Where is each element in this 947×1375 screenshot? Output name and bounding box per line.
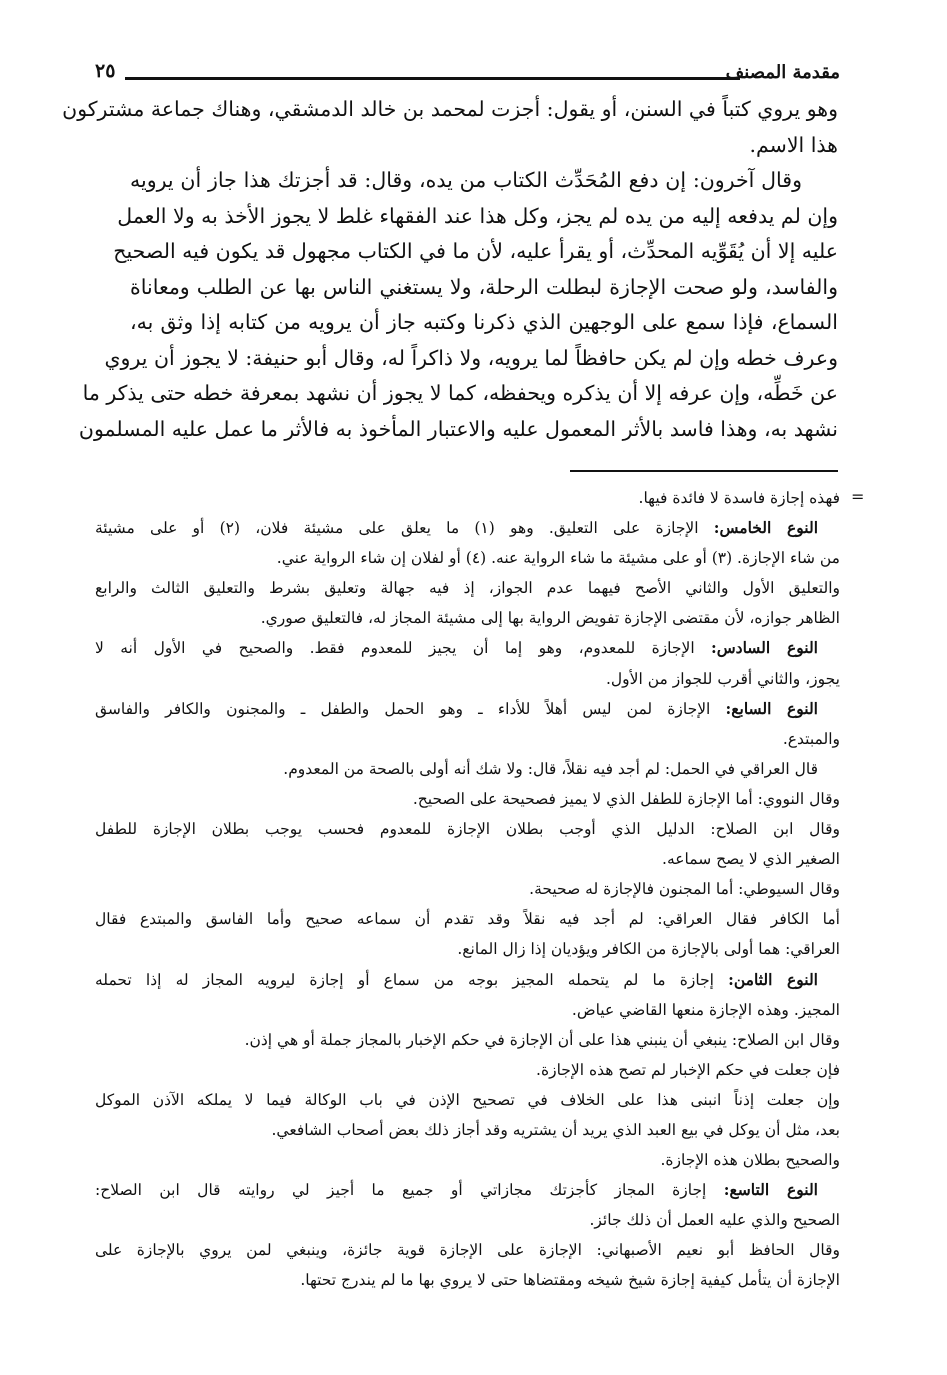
line-text: من شاء الإجازة. (٣) أو على مشيئة ما شاء الرواية عنه. (٤) أو لفلان إن شاء الرواية عني. — [276, 549, 840, 568]
text-line — [78, 412, 838, 448]
line-text: وإن لم يدفعه إليه من يده لم يجز، وكل هذا عند الفقهاء غلط لا يجوز الأخذ به ولا العمل — [117, 203, 838, 228]
footnote-line — [95, 904, 840, 934]
line-text: وقال ابن الصلاح: الدليل الذي أوجب بطلان الإجازة للمعدوم فحسب يوجب بطلان الإجازة للطفل — [95, 820, 840, 839]
line-text: والصحيح بطلان هذه الإجازة. — [660, 1151, 840, 1170]
footnote-line — [95, 573, 840, 603]
line-text: وقال النووي: أما الإجازة للطفل الذي لا يميز فصحيحة على الصحيح. — [412, 789, 840, 808]
line-text: عليه إلا أن يُقَوِّيه المحدِّث، أو يقرأ عليه، لأن ما في الكتاب مجهول قد يكون فيه الصحيح — [113, 239, 838, 263]
main-text — [62, 92, 838, 447]
line-text: وقال الحافظ أبو نعيم الأصبهاني: الإجازة على الإجازة قوية جائزة، وينبغي لمن يروي بالإجازة على — [95, 1241, 840, 1260]
line-text: عن خَطِّه، وإن عرفه إلا أن يذكره ويحفظه، كما لا يجوز أن نشهد بمعرفة خطه حتى يذكر ما — [82, 381, 838, 405]
text-line — [130, 305, 838, 341]
footnote-line — [95, 1025, 840, 1055]
line-text: وقال السيوطي: أما المجنون فالإجازة له صحيحة. — [529, 880, 840, 899]
running-title: مقدمة المصنف — [725, 62, 840, 83]
footnote-line — [95, 1115, 840, 1145]
footnote-line — [95, 784, 840, 814]
footnote-line — [95, 603, 840, 633]
footnote-line — [95, 874, 840, 904]
section-heading: النوع السادس: — [711, 638, 818, 658]
line-text: العراقي: هما أولى بالإجازة من الكافر ويؤديان إذا زال المانع. — [457, 940, 840, 959]
footnote-line — [95, 1055, 840, 1085]
section-heading: النوع التاسع: — [723, 1180, 818, 1200]
line-text: وعرف خطه وإن لم يكن حافظاً لما يرويه، ولا ذاكراً له، وقال أبو حنيفة: لا يجوز أن يروي — [104, 345, 838, 370]
footnote-line — [95, 844, 840, 874]
footnote-continuation-mark: = — [851, 487, 865, 506]
footnote-line — [95, 724, 840, 754]
footnote-line — [95, 1085, 840, 1115]
footnote-line — [95, 483, 840, 513]
text-line — [82, 376, 838, 412]
footnote-line — [95, 754, 840, 784]
line-text: هذا الاسم. — [749, 132, 838, 157]
text-line — [130, 128, 838, 164]
line-text: والفاسد، ولو صحت الإجازة لبطلت الرحلة، ولا يستغني الناس بها عن الطلب ومعاناة — [130, 274, 838, 299]
page-header — [95, 60, 840, 90]
footnote-line — [95, 934, 840, 964]
text-line — [113, 234, 838, 270]
page-number: ٢٥ — [95, 60, 116, 82]
footnote-line — [95, 965, 840, 995]
footnote-line — [95, 543, 840, 573]
footnote-separator — [570, 470, 838, 472]
section-heading: النوع السابع: — [725, 698, 818, 718]
line-text: الإجازة للمعدوم، وهو إما أن يجيز للمعدوم فقط. والصحيح في الأول أنه لا — [95, 639, 712, 658]
text-line — [62, 92, 838, 128]
line-text: قال العراقي في الحمل: لم أجد فيه نقلاً، قال: ولا شك أنه أولى بالصحة من المعدوم. — [283, 759, 818, 778]
line-text: فهذه إجازة فاسدة لا فائدة فيها. — [638, 489, 840, 507]
line-text: وإن جعلت إذناً انبنى هذا على الخلاف في تصحيح الإذن في باب الوكالة فيما لا يملكه الآذن الموكل — [95, 1090, 840, 1109]
footnote-line — [95, 995, 840, 1025]
line-text: وقال ابن الصلاح: ينبغي أن ينبني هذا على أن الإجازة في حكم الإخبار بالمجاز جملة أو هي إذن. — [244, 1030, 840, 1049]
text-line — [117, 199, 838, 235]
line-text: الصحيح والذي عليه العمل أن ذلك جائز. — [589, 1211, 840, 1230]
section-heading: النوع الخامس: — [713, 518, 818, 538]
footnote-line — [95, 633, 840, 663]
line-text: الظاهر جوازه، لأن مقتضى الإجازة تفويض الرواية بها إلى مشيئة المجاز له، فالتعليق صوري. — [260, 609, 840, 628]
footnote-line — [95, 1145, 840, 1175]
footnote-line — [95, 1235, 840, 1265]
footnote-line — [95, 814, 840, 844]
line-text: نشهد به، وهذا فاسد بالأثر المعمول عليه والاعتبار المأخوذ به فالأثر ما عمل عليه المسلمون — [78, 416, 838, 441]
text-line — [130, 163, 838, 199]
line-text: الإجازة على التعليق. وهو (١) ما يعلق على مشيئة فلان، (٢) أو على مشيئة — [95, 519, 714, 538]
footnote-line — [95, 513, 840, 543]
line-text: فإن جعلت في حكم الإخبار لم تصح هذه الإجازة. — [536, 1060, 840, 1079]
footnote-line — [95, 1175, 840, 1205]
line-text: أما الكافر فقال العراقي: لم أجد فيه نقلاً وقد تقدم أن سماعه صحيح وأما الفاسق والمبتدع فقال — [95, 910, 840, 929]
footnote-line — [95, 1265, 840, 1295]
line-text: الصغير الذي لا يصح سماعه. — [662, 850, 840, 869]
line-text: والمبتدع. — [782, 729, 840, 748]
header-rule — [125, 77, 740, 80]
section-heading: النوع الثامن: — [728, 969, 818, 989]
line-text: السماع، فإذا سمع على الوجهين الذي ذكرنا وكتبه جاز أن يرويه من كتابه إذا وثق به، — [130, 310, 838, 334]
line-text: والتعليق الأول والثاني الأصح فيهما عدم الجواز، إذ فيه جهالة وتعليق بشرط والتعليق الثالث والرابع — [95, 579, 840, 598]
line-text: يجوز، والثاني أقرب للجواز من الأول. — [605, 669, 840, 688]
line-text: بعد، مثل أن يوكل في بيع العبد الذي يريد أن يشتريه وقد أجاز ذلك بعض أصحاب الشافعي. — [271, 1120, 840, 1139]
footnote-line — [95, 694, 840, 724]
line-text: الإجازة لمن ليس أهلاً للأداء ـ وهو الحمل والطفل ـ والمجنون والكافر والفاسق — [95, 699, 726, 718]
line-text: وقال آخرون: إن دفع المُحَدِّث الكتاب من يده، وقال: قد أجزتك هذا جاز أن يرويه — [130, 168, 802, 192]
line-text: إجازة ما لم يتحمله المجيز بوجه من سماع أو إجازة ليرويه المجاز له إذا تحمله — [95, 970, 729, 989]
line-text: المجيز. وهذه الإجازة منعها القاضي عياض. — [571, 1000, 840, 1019]
line-text: الإجازة أن يتأمل كيفية إجازة شيخ شيخه ومقتضاها حتى لا يروي بها ما لم يندرج تحتها. — [300, 1271, 840, 1290]
line-text: إجازة المجاز كأجزتك مجازاتي أو جميع ما أجيز لي روايته قال ابن الصلاح: — [95, 1181, 724, 1200]
text-line — [104, 341, 838, 377]
footnotes — [95, 483, 840, 1296]
text-line — [130, 270, 838, 306]
footnote-line — [95, 1205, 840, 1235]
footnote-line — [95, 664, 840, 694]
line-text: وهو يروي كتباً في السنن، أو يقول: أجزت لمحمد بن خالد الدمشقي، وهناك جماعة مشتركون — [62, 97, 838, 121]
